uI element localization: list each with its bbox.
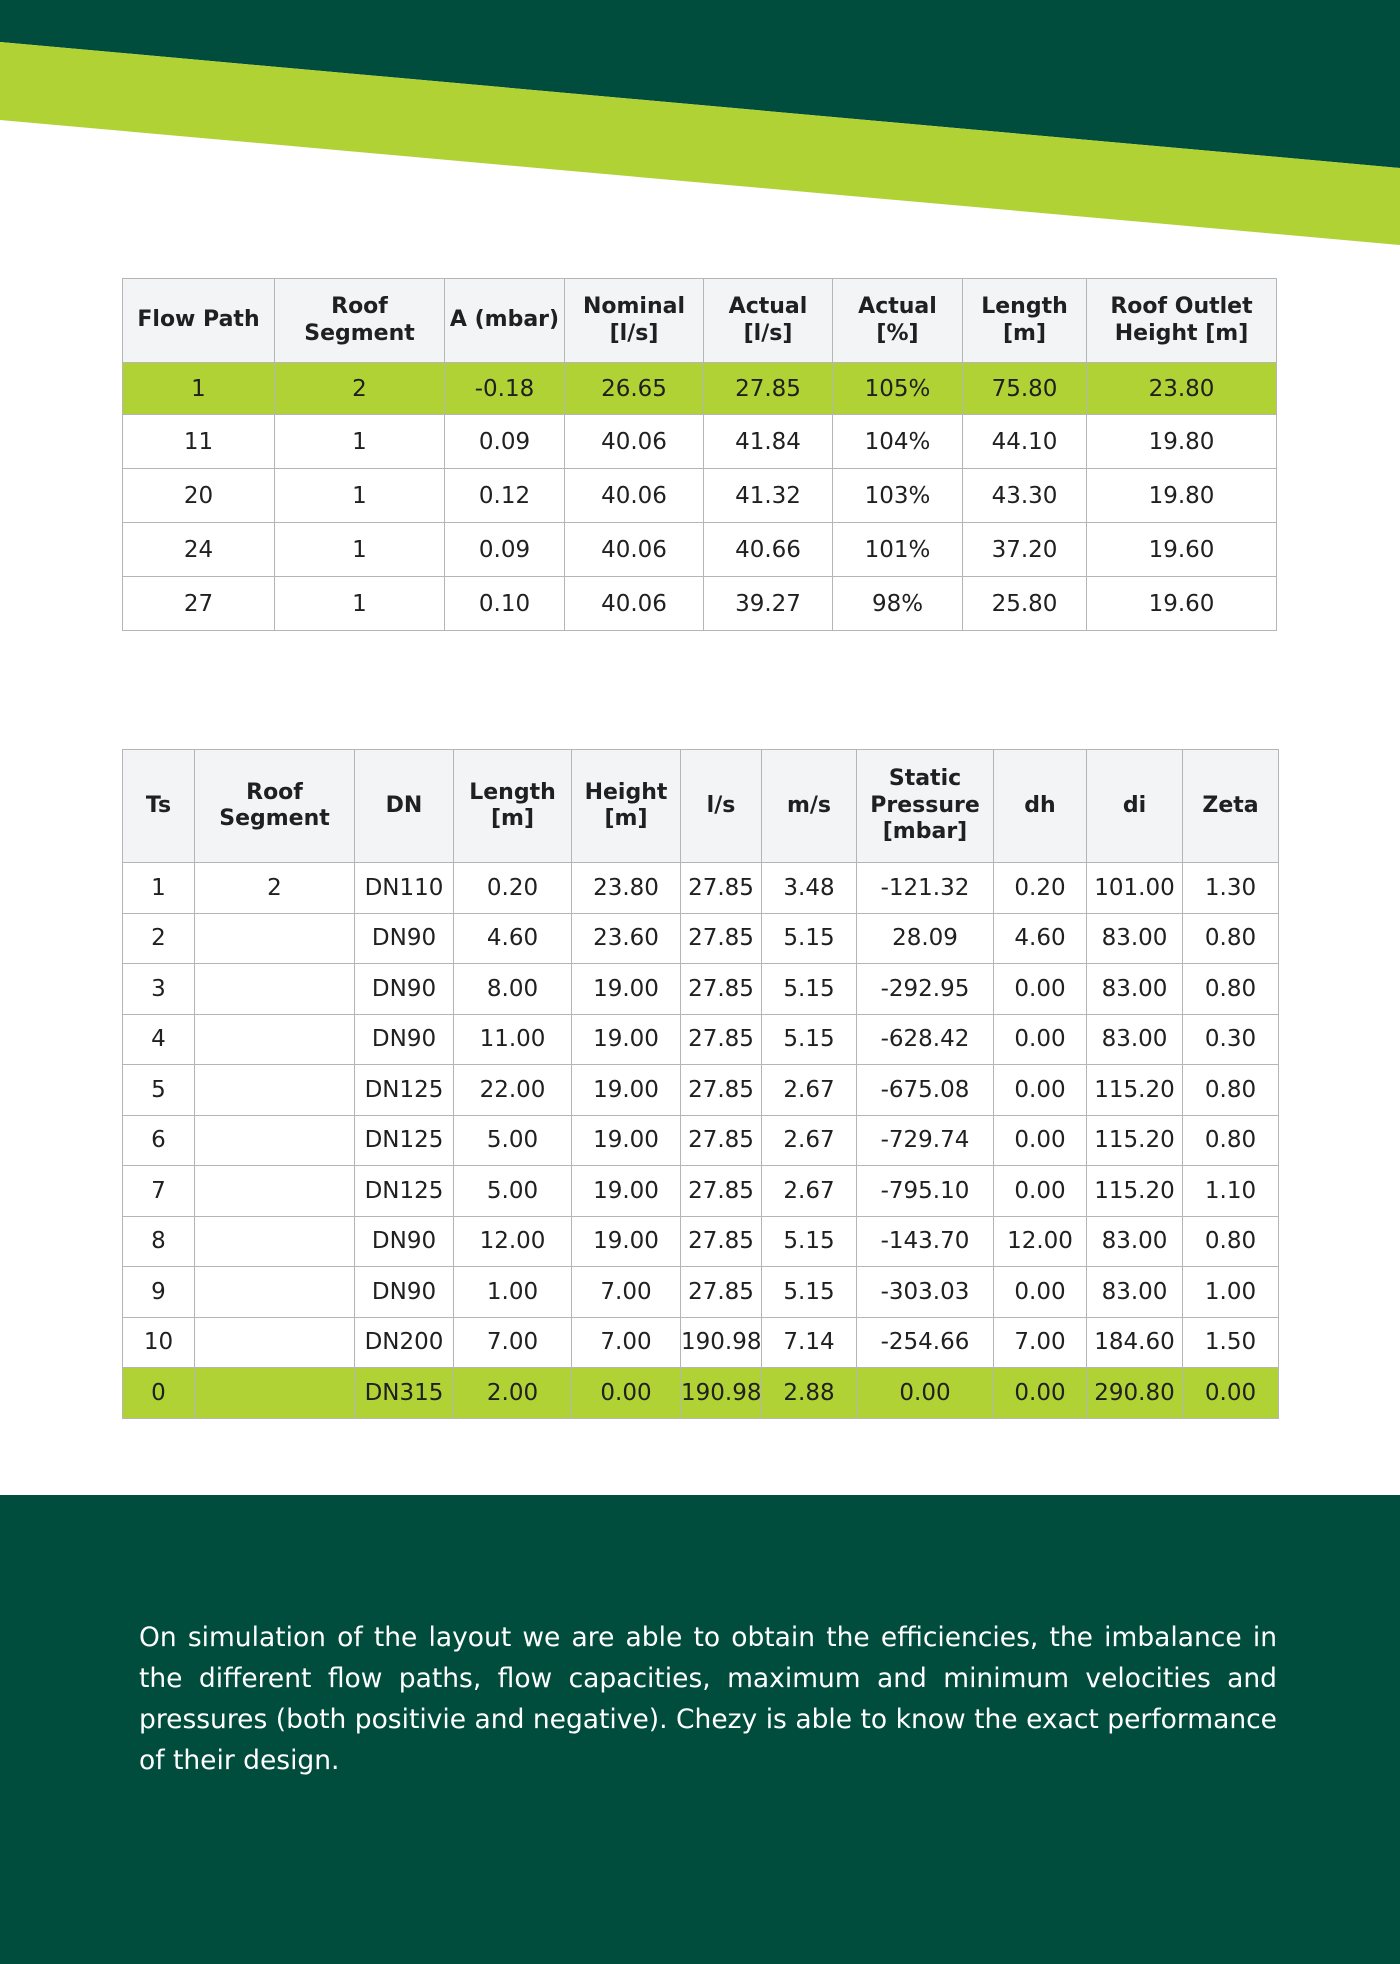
table-cell: 19.00 bbox=[572, 1014, 681, 1065]
table-cell: 0.80 bbox=[1183, 913, 1279, 964]
table-cell: 5.15 bbox=[762, 913, 857, 964]
table-cell: 43.30 bbox=[963, 469, 1087, 523]
table-cell bbox=[195, 913, 355, 964]
table-cell: 190.98 bbox=[681, 1368, 762, 1419]
table-cell: 75.80 bbox=[963, 363, 1087, 415]
table-cell: 83.00 bbox=[1087, 1267, 1183, 1318]
table-cell: 27.85 bbox=[681, 863, 762, 914]
table-cell: 2 bbox=[195, 863, 355, 914]
column-header: Roof Segment bbox=[275, 279, 445, 363]
table-cell: 0 bbox=[123, 1368, 195, 1419]
table-cell: 7.00 bbox=[454, 1317, 572, 1368]
table-cell: 7.00 bbox=[994, 1317, 1087, 1368]
pipe-segment-table bbox=[122, 749, 1279, 1419]
table-cell: 27.85 bbox=[681, 1166, 762, 1217]
table-cell: 0.00 bbox=[994, 1267, 1087, 1318]
table-cell: 2.88 bbox=[762, 1368, 857, 1419]
table-cell: 290.80 bbox=[1087, 1368, 1183, 1419]
header-banner bbox=[0, 0, 1400, 250]
table-cell: 11 bbox=[123, 415, 275, 469]
table-row bbox=[123, 1115, 1279, 1166]
table-cell: 1.10 bbox=[1183, 1166, 1279, 1217]
column-header: Flow Path bbox=[123, 279, 275, 363]
table-cell: 23.80 bbox=[1087, 363, 1277, 415]
table-cell: 7.00 bbox=[572, 1317, 681, 1368]
table-cell: 2.67 bbox=[762, 1065, 857, 1116]
table-cell bbox=[195, 1317, 355, 1368]
table-cell bbox=[195, 1014, 355, 1065]
column-header: Ts bbox=[123, 750, 195, 863]
table-cell: 83.00 bbox=[1087, 964, 1183, 1015]
table-row bbox=[123, 964, 1279, 1015]
table-cell bbox=[195, 1216, 355, 1267]
table-cell: 104% bbox=[833, 415, 963, 469]
table-cell: 1 bbox=[275, 469, 445, 523]
table-cell: 40.06 bbox=[565, 415, 704, 469]
table-cell: 2 bbox=[123, 913, 195, 964]
table-row bbox=[123, 913, 1279, 964]
table-cell: 0.00 bbox=[994, 1166, 1087, 1217]
table-cell: 7 bbox=[123, 1166, 195, 1217]
table-cell: -628.42 bbox=[857, 1014, 994, 1065]
column-header: Height [m] bbox=[572, 750, 681, 863]
table-cell: 19.80 bbox=[1087, 469, 1277, 523]
table-cell: 101.00 bbox=[1087, 863, 1183, 914]
table-row bbox=[123, 1014, 1279, 1065]
table-cell: 1 bbox=[275, 523, 445, 577]
table-cell: 0.09 bbox=[445, 415, 565, 469]
table-cell: 0.00 bbox=[994, 1115, 1087, 1166]
table-cell bbox=[195, 1267, 355, 1318]
table-row bbox=[123, 363, 1277, 415]
table-cell: 41.84 bbox=[704, 415, 833, 469]
table-cell: 0.12 bbox=[445, 469, 565, 523]
table-cell: 19.00 bbox=[572, 964, 681, 1015]
table-cell: 115.20 bbox=[1087, 1065, 1183, 1116]
table-cell: -303.03 bbox=[857, 1267, 994, 1318]
segment-table-header-row bbox=[123, 750, 1279, 863]
column-header: Roof Segment bbox=[195, 750, 355, 863]
table-cell: 19.80 bbox=[1087, 415, 1277, 469]
table-cell: 28.09 bbox=[857, 913, 994, 964]
table-cell: 19.60 bbox=[1087, 577, 1277, 631]
column-header: Length [m] bbox=[963, 279, 1087, 363]
table-cell: 2.67 bbox=[762, 1115, 857, 1166]
table-cell: 23.80 bbox=[572, 863, 681, 914]
table-cell: 5.15 bbox=[762, 964, 857, 1015]
table-row bbox=[123, 577, 1277, 631]
table-cell: 27.85 bbox=[681, 1267, 762, 1318]
table-cell: 5 bbox=[123, 1065, 195, 1116]
table-cell: 8 bbox=[123, 1216, 195, 1267]
column-header: l/s bbox=[681, 750, 762, 863]
table-cell: DN90 bbox=[355, 964, 454, 1015]
table-cell: 3 bbox=[123, 964, 195, 1015]
column-header: Roof Outlet Height [m] bbox=[1087, 279, 1277, 363]
table-cell: -121.32 bbox=[857, 863, 994, 914]
table-cell: 9 bbox=[123, 1267, 195, 1318]
table-cell: 12.00 bbox=[454, 1216, 572, 1267]
table-cell: 83.00 bbox=[1087, 913, 1183, 964]
column-header: Static Pressure [mbar] bbox=[857, 750, 994, 863]
table-cell: DN90 bbox=[355, 1216, 454, 1267]
table-cell: 184.60 bbox=[1087, 1317, 1183, 1368]
table-cell: -292.95 bbox=[857, 964, 994, 1015]
table-cell bbox=[195, 1065, 355, 1116]
table-cell: -675.08 bbox=[857, 1065, 994, 1116]
table-cell: 26.65 bbox=[565, 363, 704, 415]
column-header: m/s bbox=[762, 750, 857, 863]
table-cell: DN200 bbox=[355, 1317, 454, 1368]
table-cell: 1.00 bbox=[1183, 1267, 1279, 1318]
table-cell: DN125 bbox=[355, 1166, 454, 1217]
table-cell: 0.10 bbox=[445, 577, 565, 631]
footer-description: On simulation of the layout we are able to obtain the efficiencies, the imbalance in the different flow paths, flow capacities, maximum and minimum velocities and pressures (both positivie and negative). Chezy is able to know the exact performance of their design. bbox=[139, 1622, 1277, 1776]
table-cell: DN90 bbox=[355, 1014, 454, 1065]
table-cell: 0.80 bbox=[1183, 1065, 1279, 1116]
table-cell: 0.00 bbox=[1183, 1368, 1279, 1419]
table-cell: 0.80 bbox=[1183, 1115, 1279, 1166]
column-header: Length [m] bbox=[454, 750, 572, 863]
table-cell: DN125 bbox=[355, 1115, 454, 1166]
table-cell: 101% bbox=[833, 523, 963, 577]
table-cell: -795.10 bbox=[857, 1166, 994, 1217]
table-cell: 27 bbox=[123, 577, 275, 631]
table-cell: 27.85 bbox=[681, 964, 762, 1015]
table-cell: 2.67 bbox=[762, 1166, 857, 1217]
table-cell: 7.14 bbox=[762, 1317, 857, 1368]
table-cell: DN315 bbox=[355, 1368, 454, 1419]
table-cell: 27.85 bbox=[681, 913, 762, 964]
table-cell: 40.66 bbox=[704, 523, 833, 577]
flow-table-header-row bbox=[123, 279, 1277, 363]
table-cell: 12.00 bbox=[994, 1216, 1087, 1267]
table-cell: 8.00 bbox=[454, 964, 572, 1015]
table-cell: 5.00 bbox=[454, 1115, 572, 1166]
table-cell bbox=[195, 964, 355, 1015]
table-cell: 6 bbox=[123, 1115, 195, 1166]
table-cell: 105% bbox=[833, 363, 963, 415]
table-cell: 1.30 bbox=[1183, 863, 1279, 914]
table-cell: 19.00 bbox=[572, 1216, 681, 1267]
table-cell: 23.60 bbox=[572, 913, 681, 964]
flow-path-table bbox=[122, 278, 1277, 631]
table-cell: -729.74 bbox=[857, 1115, 994, 1166]
table-cell: 40.06 bbox=[565, 469, 704, 523]
table-cell: 1 bbox=[123, 363, 275, 415]
table-row bbox=[123, 523, 1277, 577]
table-cell: 103% bbox=[833, 469, 963, 523]
table-cell: 25.80 bbox=[963, 577, 1087, 631]
table-cell: 7.00 bbox=[572, 1267, 681, 1318]
table-cell: 83.00 bbox=[1087, 1014, 1183, 1065]
table-cell: 0.80 bbox=[1183, 1216, 1279, 1267]
table-cell: 4.60 bbox=[454, 913, 572, 964]
table-cell: DN125 bbox=[355, 1065, 454, 1116]
table-cell: 0.20 bbox=[994, 863, 1087, 914]
column-header: di bbox=[1087, 750, 1183, 863]
table-cell: 2 bbox=[275, 363, 445, 415]
table-cell: DN90 bbox=[355, 1267, 454, 1318]
table-cell: 0.00 bbox=[994, 1368, 1087, 1419]
table-cell: 10 bbox=[123, 1317, 195, 1368]
table-cell: 0.00 bbox=[572, 1368, 681, 1419]
table-row bbox=[123, 1368, 1279, 1419]
table-row bbox=[123, 863, 1279, 914]
table-cell: 3.48 bbox=[762, 863, 857, 914]
table-cell: 19.60 bbox=[1087, 523, 1277, 577]
table-row bbox=[123, 1216, 1279, 1267]
table-cell: 19.00 bbox=[572, 1166, 681, 1217]
table-cell: DN110 bbox=[355, 863, 454, 914]
table-cell: 37.20 bbox=[963, 523, 1087, 577]
column-header: DN bbox=[355, 750, 454, 863]
table-cell: 0.09 bbox=[445, 523, 565, 577]
table-row bbox=[123, 1267, 1279, 1318]
table-cell: 39.27 bbox=[704, 577, 833, 631]
footer-panel bbox=[0, 1495, 1400, 1964]
table-cell: 44.10 bbox=[963, 415, 1087, 469]
table-cell: 5.15 bbox=[762, 1014, 857, 1065]
table-cell: 5.15 bbox=[762, 1267, 857, 1318]
table-cell: -143.70 bbox=[857, 1216, 994, 1267]
table-cell: 40.06 bbox=[565, 577, 704, 631]
table-row bbox=[123, 469, 1277, 523]
table-cell: 0.30 bbox=[1183, 1014, 1279, 1065]
table-cell: 115.20 bbox=[1087, 1166, 1183, 1217]
table-cell: 5.00 bbox=[454, 1166, 572, 1217]
table-cell: 24 bbox=[123, 523, 275, 577]
column-header: A (mbar) bbox=[445, 279, 565, 363]
table-cell: 1.50 bbox=[1183, 1317, 1279, 1368]
table-cell: 27.85 bbox=[681, 1014, 762, 1065]
table-cell: 41.32 bbox=[704, 469, 833, 523]
table-cell: 22.00 bbox=[454, 1065, 572, 1116]
table-cell bbox=[195, 1115, 355, 1166]
table-cell: 0.20 bbox=[454, 863, 572, 914]
table-cell: 2.00 bbox=[454, 1368, 572, 1419]
table-cell: 1 bbox=[275, 577, 445, 631]
table-cell: 19.00 bbox=[572, 1115, 681, 1166]
table-cell: 19.00 bbox=[572, 1065, 681, 1116]
table-cell: DN90 bbox=[355, 913, 454, 964]
table-cell: -254.66 bbox=[857, 1317, 994, 1368]
table-cell: 98% bbox=[833, 577, 963, 631]
table-cell: 1.00 bbox=[454, 1267, 572, 1318]
table-cell: 27.85 bbox=[704, 363, 833, 415]
table-cell: 27.85 bbox=[681, 1065, 762, 1116]
table-cell: 1 bbox=[123, 863, 195, 914]
table-cell: 83.00 bbox=[1087, 1216, 1183, 1267]
table-cell: 0.00 bbox=[994, 1065, 1087, 1116]
table-cell: 27.85 bbox=[681, 1115, 762, 1166]
table-cell bbox=[195, 1166, 355, 1217]
table-cell: 0.00 bbox=[994, 1014, 1087, 1065]
table-cell: 115.20 bbox=[1087, 1115, 1183, 1166]
table-cell: 190.98 bbox=[681, 1317, 762, 1368]
table-row bbox=[123, 415, 1277, 469]
table-cell: 1 bbox=[275, 415, 445, 469]
column-header: Zeta bbox=[1183, 750, 1279, 863]
table-cell: -0.18 bbox=[445, 363, 565, 415]
column-header: dh bbox=[994, 750, 1087, 863]
table-row bbox=[123, 1065, 1279, 1116]
column-header: Nominal [l/s] bbox=[565, 279, 704, 363]
table-cell: 20 bbox=[123, 469, 275, 523]
table-row bbox=[123, 1317, 1279, 1368]
column-header: Actual [l/s] bbox=[704, 279, 833, 363]
table-cell bbox=[195, 1368, 355, 1419]
table-row bbox=[123, 1166, 1279, 1217]
table-cell: 4.60 bbox=[994, 913, 1087, 964]
table-cell: 11.00 bbox=[454, 1014, 572, 1065]
table-cell: 4 bbox=[123, 1014, 195, 1065]
table-cell: 0.00 bbox=[994, 964, 1087, 1015]
table-cell: 0.00 bbox=[857, 1368, 994, 1419]
table-cell: 27.85 bbox=[681, 1216, 762, 1267]
table-cell: 40.06 bbox=[565, 523, 704, 577]
table-cell: 0.80 bbox=[1183, 964, 1279, 1015]
table-cell: 5.15 bbox=[762, 1216, 857, 1267]
column-header: Actual [%] bbox=[833, 279, 963, 363]
